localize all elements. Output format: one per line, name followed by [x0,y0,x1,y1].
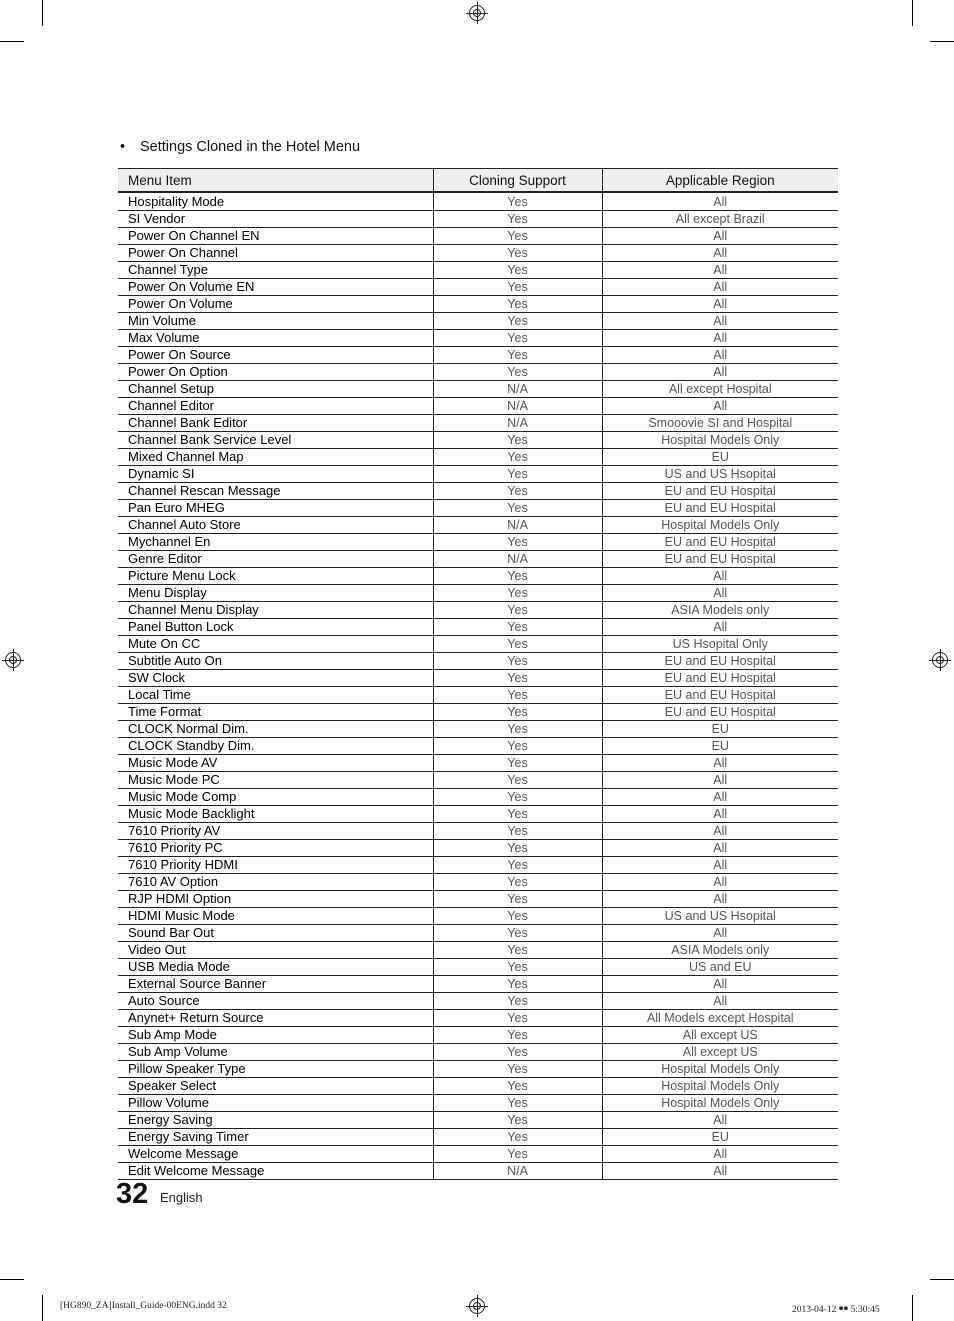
table-row [118,993,838,1010]
cell-applicable-region: EU and EU Hospital [602,704,838,721]
cell-cloning-support: Yes [433,755,602,772]
cell-menu-item: Mute On CC [118,636,433,653]
cell-cloning-support: Yes [433,908,602,925]
cell-cloning-support: Yes [433,347,602,364]
table-row [118,364,838,381]
cell-menu-item: Power On Channel [118,245,433,262]
cell-menu-item: Channel Bank Editor [118,415,433,432]
cell-applicable-region: Smooovie SI and Hospital [602,415,838,432]
print-slug-timestamp: 2013-04-12 ￭￭ 5:30:45 [792,1305,880,1315]
cell-applicable-region: All [602,823,838,840]
cell-menu-item: SW Clock [118,670,433,687]
cell-applicable-region: All [602,772,838,789]
table-row [118,959,838,976]
cell-cloning-support: Yes [433,211,602,228]
cell-menu-item: 7610 Priority AV [118,823,433,840]
table-row [118,381,838,398]
cell-cloning-support: Yes [433,1129,602,1146]
table-row [118,670,838,687]
cell-cloning-support: Yes [433,602,602,619]
crop-mark [0,41,24,42]
cell-menu-item: Channel Type [118,262,433,279]
table-row [118,942,838,959]
cell-cloning-support: N/A [433,415,602,432]
crop-mark [912,0,913,26]
registration-mark-icon [932,652,948,668]
cell-cloning-support: Yes [433,993,602,1010]
cell-cloning-support: Yes [433,1044,602,1061]
cell-applicable-region: ASIA Models only [602,602,838,619]
cell-applicable-region: All [602,1112,838,1129]
cell-cloning-support: Yes [433,1061,602,1078]
cell-cloning-support: Yes [433,262,602,279]
cell-applicable-region: All [602,1163,838,1180]
cell-applicable-region: All [602,857,838,874]
print-slug-file: [HG890_ZA]Install_Guide-00ENG.indd 32 [60,1301,227,1311]
cell-cloning-support: N/A [433,517,602,534]
cell-menu-item: Sub Amp Volume [118,1044,433,1061]
table-header-row [118,169,838,193]
table-row [118,500,838,517]
cell-menu-item: Energy Saving Timer [118,1129,433,1146]
table-row [118,840,838,857]
cell-cloning-support: Yes [433,466,602,483]
cell-menu-item: Auto Source [118,993,433,1010]
section-heading [120,139,360,155]
table-row [118,585,838,602]
cell-applicable-region: All except Brazil [602,211,838,228]
cell-cloning-support: Yes [433,840,602,857]
cell-cloning-support: Yes [433,432,602,449]
cell-menu-item: Edit Welcome Message [118,1163,433,1180]
cell-cloning-support: Yes [433,364,602,381]
cell-applicable-region: Hospital Models Only [602,1095,838,1112]
cell-cloning-support: Yes [433,857,602,874]
cell-menu-item: Power On Option [118,364,433,381]
cell-menu-item: 7610 Priority PC [118,840,433,857]
cell-cloning-support: Yes [433,891,602,908]
cell-applicable-region: All [602,619,838,636]
cell-applicable-region: All [602,364,838,381]
cell-menu-item: Music Mode AV [118,755,433,772]
cell-menu-item: Mixed Channel Map [118,449,433,466]
table-row [118,1129,838,1146]
cell-menu-item: Picture Menu Lock [118,568,433,585]
table-row [118,415,838,432]
cell-menu-item: Sound Bar Out [118,925,433,942]
cell-applicable-region: Hospital Models Only [602,1061,838,1078]
cell-applicable-region: US Hsopital Only [602,636,838,653]
table-row [118,398,838,415]
section-title: Settings Cloned in the Hotel Menu [140,139,361,155]
crop-mark [912,1295,913,1321]
table-row [118,347,838,364]
table-row [118,330,838,347]
cell-applicable-region: All [602,313,838,330]
cell-applicable-region: US and US Hsopital [602,908,838,925]
table-row [118,789,838,806]
cell-cloning-support: Yes [433,670,602,687]
cell-menu-item: Channel Auto Store [118,517,433,534]
cell-menu-item: Energy Saving [118,1112,433,1129]
cell-menu-item: 7610 AV Option [118,874,433,891]
table-row [118,1163,838,1180]
table-row [118,551,838,568]
cell-applicable-region: ASIA Models only [602,942,838,959]
table-row [118,1078,838,1095]
table-row [118,908,838,925]
table-row [118,857,838,874]
crop-mark [930,1279,954,1280]
cell-menu-item: CLOCK Standby Dim. [118,738,433,755]
cell-cloning-support: Yes [433,483,602,500]
cell-applicable-region: All [602,891,838,908]
cell-cloning-support: Yes [433,653,602,670]
cell-menu-item: Max Volume [118,330,433,347]
cell-applicable-region: All [602,296,838,313]
cell-applicable-region: All [602,228,838,245]
cell-applicable-region: EU and EU Hospital [602,670,838,687]
cell-cloning-support: Yes [433,1112,602,1129]
cell-cloning-support: Yes [433,585,602,602]
cell-applicable-region: All [602,330,838,347]
column-header-applicable-region: Applicable Region [602,169,838,193]
cell-applicable-region: All [602,279,838,296]
cell-menu-item: Speaker Select [118,1078,433,1095]
cell-menu-item: Genre Editor [118,551,433,568]
cell-applicable-region: All [602,245,838,262]
column-header-cloning-support: Cloning Support [433,169,602,193]
cell-menu-item: Channel Editor [118,398,433,415]
cell-menu-item: USB Media Mode [118,959,433,976]
cell-applicable-region: EU [602,738,838,755]
cell-menu-item: Welcome Message [118,1146,433,1163]
cell-cloning-support: Yes [433,704,602,721]
table-row [118,483,838,500]
cell-menu-item: Pan Euro MHEG [118,500,433,517]
cell-cloning-support: Yes [433,772,602,789]
cell-applicable-region: All [602,789,838,806]
cell-menu-item: Channel Bank Service Level [118,432,433,449]
crop-mark [930,41,954,42]
cell-cloning-support: N/A [433,1163,602,1180]
table-row [118,1095,838,1112]
cell-cloning-support: Yes [433,874,602,891]
page-language: English [160,1190,203,1205]
cell-menu-item: Dynamic SI [118,466,433,483]
cell-applicable-region: All Models except Hospital [602,1010,838,1027]
crop-mark [42,1295,43,1321]
cell-applicable-region: EU [602,721,838,738]
cell-menu-item: Time Format [118,704,433,721]
cell-menu-item: Pillow Speaker Type [118,1061,433,1078]
table-row [118,891,838,908]
cell-menu-item: Power On Volume [118,296,433,313]
cell-cloning-support: Yes [433,687,602,704]
table-row [118,313,838,330]
cell-menu-item: Channel Menu Display [118,602,433,619]
cell-applicable-region: All [602,755,838,772]
table-row [118,466,838,483]
cell-applicable-region: All [602,192,838,211]
cell-menu-item: Anynet+ Return Source [118,1010,433,1027]
cell-menu-item: Mychannel En [118,534,433,551]
cell-cloning-support: Yes [433,619,602,636]
cell-applicable-region: EU [602,1129,838,1146]
table-row [118,755,838,772]
table-row [118,704,838,721]
cell-menu-item: Panel Button Lock [118,619,433,636]
cell-applicable-region: Hospital Models Only [602,1078,838,1095]
cell-menu-item: Video Out [118,942,433,959]
cell-cloning-support: Yes [433,976,602,993]
table-row [118,653,838,670]
cell-menu-item: Music Mode Backlight [118,806,433,823]
table-row [118,636,838,653]
cell-cloning-support: Yes [433,279,602,296]
cell-applicable-region: All [602,398,838,415]
table-row [118,432,838,449]
table-row [118,1061,838,1078]
table-row [118,192,838,211]
cell-cloning-support: Yes [433,806,602,823]
cell-applicable-region: EU and EU Hospital [602,500,838,517]
table-row [118,245,838,262]
table-row [118,738,838,755]
cell-cloning-support: N/A [433,398,602,415]
registration-mark-icon [5,652,21,668]
cell-applicable-region: EU and EU Hospital [602,653,838,670]
cell-cloning-support: Yes [433,228,602,245]
crop-mark [42,0,43,26]
table-row [118,806,838,823]
table-row [118,296,838,313]
cell-menu-item: Channel Setup [118,381,433,398]
cell-cloning-support: N/A [433,381,602,398]
cell-cloning-support: Yes [433,568,602,585]
cell-menu-item: Music Mode Comp [118,789,433,806]
cell-menu-item: Pillow Volume [118,1095,433,1112]
cell-cloning-support: Yes [433,1146,602,1163]
cell-applicable-region: All [602,347,838,364]
column-header-menu-item: Menu Item [118,169,433,193]
registration-mark-icon [469,1298,485,1314]
cell-menu-item: Min Volume [118,313,433,330]
cell-applicable-region: EU [602,449,838,466]
cell-cloning-support: Yes [433,330,602,347]
registration-mark-icon [469,5,485,21]
table-row [118,721,838,738]
cell-applicable-region: All [602,925,838,942]
cell-cloning-support: Yes [433,192,602,211]
cell-applicable-region: All [602,585,838,602]
cell-applicable-region: All [602,262,838,279]
cell-applicable-region: EU and EU Hospital [602,551,838,568]
cell-applicable-region: EU and EU Hospital [602,687,838,704]
cell-applicable-region: EU and EU Hospital [602,483,838,500]
cell-menu-item: Local Time [118,687,433,704]
cell-cloning-support: Yes [433,1095,602,1112]
cell-menu-item: Music Mode PC [118,772,433,789]
table-row [118,976,838,993]
table-row [118,1112,838,1129]
table-row [118,211,838,228]
table-row [118,534,838,551]
cell-cloning-support: Yes [433,925,602,942]
cell-cloning-support: Yes [433,534,602,551]
cell-cloning-support: Yes [433,1010,602,1027]
cell-cloning-support: Yes [433,500,602,517]
cell-cloning-support: Yes [433,636,602,653]
cell-menu-item: HDMI Music Mode [118,908,433,925]
cell-applicable-region: US and US Hsopital [602,466,838,483]
table-row [118,568,838,585]
table-row [118,1027,838,1044]
cell-cloning-support: Yes [433,959,602,976]
cell-cloning-support: Yes [433,1027,602,1044]
cell-cloning-support: Yes [433,296,602,313]
cell-cloning-support: N/A [433,551,602,568]
cell-applicable-region: US and EU [602,959,838,976]
cell-menu-item: Hospitality Mode [118,192,433,211]
cell-menu-item: RJP HDMI Option [118,891,433,908]
cell-cloning-support: Yes [433,449,602,466]
cell-applicable-region: All [602,568,838,585]
table-row [118,823,838,840]
cell-applicable-region: Hospital Models Only [602,432,838,449]
cell-menu-item: Power On Channel EN [118,228,433,245]
table-row [118,619,838,636]
cell-menu-item: SI Vendor [118,211,433,228]
cell-menu-item: Subtitle Auto On [118,653,433,670]
cell-menu-item: Menu Display [118,585,433,602]
table-row [118,925,838,942]
table-row [118,262,838,279]
cell-cloning-support: Yes [433,313,602,330]
cell-applicable-region: All [602,993,838,1010]
cell-applicable-region: All [602,976,838,993]
cell-menu-item: Power On Volume EN [118,279,433,296]
table-row [118,874,838,891]
cell-cloning-support: Yes [433,738,602,755]
cell-cloning-support: Yes [433,823,602,840]
cell-menu-item: CLOCK Normal Dim. [118,721,433,738]
cell-menu-item: Channel Rescan Message [118,483,433,500]
cell-applicable-region: Hospital Models Only [602,517,838,534]
cell-applicable-region: All except US [602,1027,838,1044]
table-row [118,517,838,534]
cell-applicable-region: All [602,1146,838,1163]
cell-cloning-support: Yes [433,789,602,806]
bullet: • [120,139,126,155]
cell-cloning-support: Yes [433,1078,602,1095]
table-row [118,687,838,704]
cell-cloning-support: Yes [433,942,602,959]
cell-applicable-region: All [602,874,838,891]
page-number: 32 [116,1178,149,1210]
table-row [118,1044,838,1061]
cell-applicable-region: All except US [602,1044,838,1061]
cell-cloning-support: Yes [433,721,602,738]
table-row [118,228,838,245]
cell-cloning-support: Yes [433,245,602,262]
table-row [118,1146,838,1163]
cell-applicable-region: All [602,840,838,857]
table-row [118,449,838,466]
cell-applicable-region: All except Hospital [602,381,838,398]
table-row [118,772,838,789]
cell-menu-item: External Source Banner [118,976,433,993]
table-row [118,279,838,296]
table-body [118,192,838,1180]
table-row [118,1010,838,1027]
cell-applicable-region: EU and EU Hospital [602,534,838,551]
crop-mark [0,1279,24,1280]
cell-menu-item: 7610 Priority HDMI [118,857,433,874]
table-row [118,602,838,619]
hotel-menu-clone-table [118,168,838,1180]
cell-menu-item: Power On Source [118,347,433,364]
cell-menu-item: Sub Amp Mode [118,1027,433,1044]
cell-applicable-region: All [602,806,838,823]
